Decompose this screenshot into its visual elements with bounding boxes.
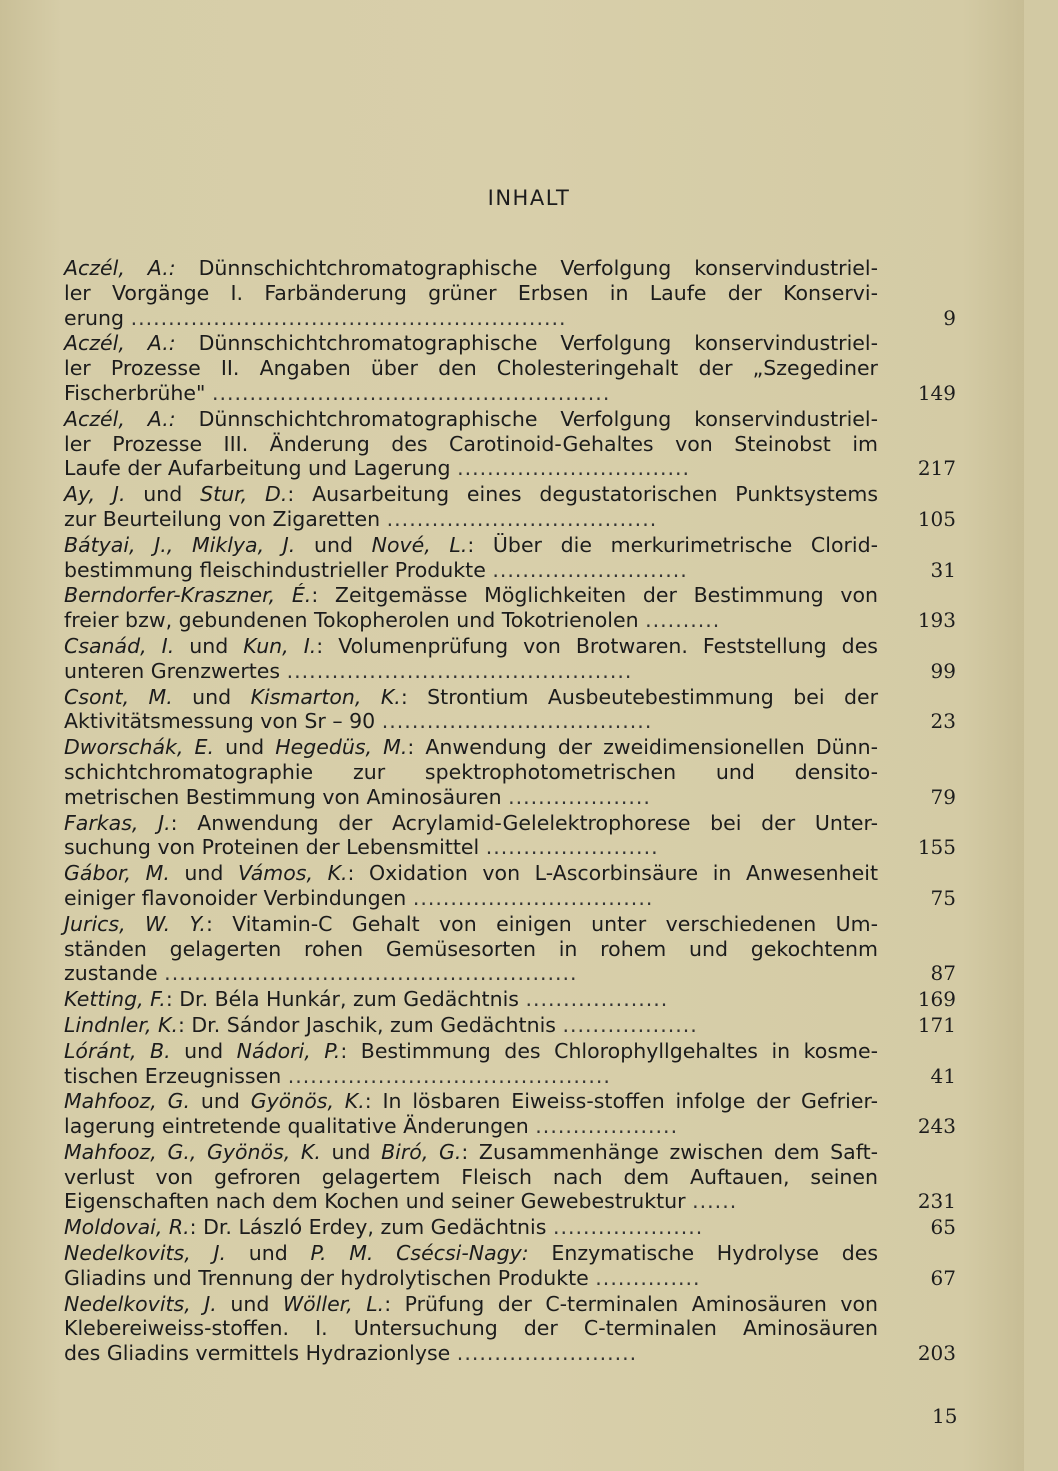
toc-entry-line xyxy=(64,1114,878,1139)
toc-entry-line xyxy=(64,608,878,633)
entry-authors: Ketting, F. xyxy=(64,987,166,1012)
entry-authors: P. M. Csécsi-Nagy: xyxy=(310,1241,529,1266)
entry-title-text: Fischerbrühe" xyxy=(64,380,212,405)
entry-title-text: zur Beurteilung von Zigaretten xyxy=(64,506,387,531)
toc-entry-line xyxy=(64,331,878,356)
entry-title-text: tischen Erzeugnissen xyxy=(64,1063,288,1088)
entry-title-text: : Dr. Béla Hunkár, zum Gedächtnis xyxy=(165,987,526,1012)
entry-authors: Gyönös, K. xyxy=(250,1089,365,1114)
entry-page-number: 105 xyxy=(917,506,956,531)
toc-entry-line xyxy=(64,1265,878,1291)
entry-title-text: bestimmung fleischindustrieller Produkte xyxy=(64,557,493,582)
entry-authors: Ay, J. xyxy=(64,482,126,507)
entry-title-text: Dünnschichtchromatographische Verfolgung konservindustriel- xyxy=(175,331,878,356)
toc-entry-line xyxy=(64,684,878,710)
toc-entry-line xyxy=(64,557,878,583)
entry-title-text: : Strontium Ausbeutebestimmung bei der xyxy=(400,684,878,709)
toc-entry-line xyxy=(64,810,879,836)
entry-title-text: des Gliadins vermittels Hydrazionlyse xyxy=(64,1341,457,1366)
entry-title-text: verlust von gefroren gelagertem Fleisch nach dem Auftauen, seinen xyxy=(64,1164,878,1189)
entry-authors: Gábor, M. xyxy=(64,861,170,886)
toc-entry-line xyxy=(64,735,878,760)
toc-entry-line xyxy=(64,1012,878,1038)
dot-leader: .......................................................... xyxy=(130,305,567,330)
toc-entry xyxy=(64,482,956,532)
toc-entry-line xyxy=(64,380,878,406)
entry-page-number: 149 xyxy=(917,380,956,405)
entry-title-text: Gliadins und Trennung der hydrolytischen Produkte xyxy=(64,1265,596,1290)
entry-authors: Nádori, P. xyxy=(236,1038,341,1063)
table-of-contents xyxy=(64,256,956,1367)
entry-title-text: : Prüfung der C-terminalen Aminosäuren von xyxy=(384,1291,878,1316)
entry-title-text: Enzymatische Hydrolyse des xyxy=(528,1241,879,1266)
toc-entry xyxy=(64,987,956,1012)
dot-leader: ...... xyxy=(692,1189,738,1214)
dot-leader: .......................... xyxy=(492,557,688,582)
entry-title-text: und xyxy=(190,1089,251,1114)
entry-authors: Stur, D. xyxy=(200,482,288,507)
dot-leader: .................. xyxy=(562,1012,698,1037)
dot-leader: .................................... xyxy=(381,709,653,734)
entry-authors: Vámos, K. xyxy=(238,861,348,886)
entry-title-text: ständen gelagerten rohen Gemüsesorten in rohem und gekochtenm xyxy=(64,936,878,961)
toc-entry-line xyxy=(64,356,878,381)
entry-title-text: und xyxy=(172,684,251,709)
toc-entry xyxy=(64,1039,956,1089)
entry-authors: Mahfooz, G., Gyönös, K. xyxy=(64,1139,321,1164)
toc-entry xyxy=(64,861,956,911)
toc-entry-line xyxy=(64,861,878,886)
entry-title-text: : Bestimmung des Chlorophyllgehaltes in kosme- xyxy=(340,1038,878,1063)
entry-authors: Lindnler, K. xyxy=(64,1012,178,1037)
entry-title-text: : Ausarbeitung eines degustatorischen Punktsystems xyxy=(287,482,879,507)
toc-entry xyxy=(64,811,956,861)
entry-title-text: suchung von Proteinen der Lebensmittel xyxy=(64,835,486,860)
entry-page-number: 193 xyxy=(917,608,956,633)
toc-entry-line xyxy=(64,1316,878,1341)
entry-title-text: lagerung eintretende qualitative Änderungen xyxy=(64,1114,536,1139)
dot-leader: ................... xyxy=(508,784,651,809)
entry-authors: Aczél, A.: xyxy=(64,331,176,356)
entry-title-text: : Vitamin-C Gehalt von einigen unter verschiedenen Um- xyxy=(205,911,878,936)
toc-entry-line xyxy=(64,936,878,962)
entry-authors: Jurics, W. Y. xyxy=(64,911,206,936)
entry-authors: Biró, G. xyxy=(381,1139,462,1164)
dot-leader: ........................ xyxy=(456,1341,638,1366)
entry-page-number: 31 xyxy=(930,557,956,582)
entry-title-text: : Volumenprüfung von Brotwaren. Feststellung des xyxy=(316,633,878,658)
dot-leader: ..................................................... xyxy=(211,380,611,405)
entry-authors: Nedelkovits, J. xyxy=(64,1241,227,1266)
toc-entry-line xyxy=(64,532,879,558)
entry-title-text: und xyxy=(214,735,276,760)
entry-page-number: 79 xyxy=(930,784,956,809)
entry-page-number: 243 xyxy=(917,1114,956,1139)
toc-entry-line xyxy=(64,256,878,281)
dot-leader: ............................... xyxy=(457,456,691,481)
entry-authors: Nedelkovits, J. xyxy=(64,1291,217,1316)
dot-leader: .......... xyxy=(645,608,721,633)
entry-page-number: 169 xyxy=(917,987,956,1012)
toc-entry-line xyxy=(64,1038,878,1064)
entry-title-text: : Dr. Sándor Jaschik, zum Gedächtnis xyxy=(177,1012,563,1037)
entry-title-text: Laufe der Aufarbeitung und Lagerung xyxy=(64,456,458,481)
entry-title-text: und xyxy=(216,1291,283,1316)
entry-authors: Mahfooz, G. xyxy=(64,1089,191,1114)
entry-authors: Csanád, I. xyxy=(64,633,175,658)
toc-entry-line xyxy=(64,1063,878,1089)
toc-entry-line xyxy=(64,658,878,684)
entry-page-number: 9 xyxy=(943,305,956,330)
dot-leader: ........................................... xyxy=(287,1063,611,1088)
dot-leader: .................... xyxy=(552,1215,704,1240)
toc-entry-line xyxy=(64,885,878,911)
toc-entry xyxy=(64,1140,956,1214)
entry-title-text: ler Prozesse II. Angaben über den Cholesteringehalt der „Szegediner xyxy=(64,356,878,381)
entry-title-text: und xyxy=(174,633,244,658)
entry-title-text: : Zusammenhänge zwischen dem Saft- xyxy=(461,1139,879,1164)
entry-title-text: einiger flavonoider Verbindungen xyxy=(64,885,413,910)
entry-page-number: 41 xyxy=(930,1063,956,1088)
toc-entry-line xyxy=(64,1189,878,1214)
entry-title-text: : Anwendung der Acrylamid-Gelelektrophorese bei der Unter- xyxy=(170,810,879,835)
entry-page-number: 65 xyxy=(930,1215,956,1240)
entry-title-text: freier bzw, gebundenen Tokopherolen und Tokotrienolen xyxy=(64,608,646,633)
toc-entry-line xyxy=(64,506,878,532)
toc-entry-line xyxy=(64,482,879,507)
entry-authors: Bátyai, J., Miklya, J. xyxy=(64,532,296,557)
toc-entry-line xyxy=(64,709,878,734)
entry-title-text: Dünnschichtchromatographische Verfolgung konservindustriel- xyxy=(175,256,878,280)
toc-entry xyxy=(64,912,956,986)
toc-entry xyxy=(64,533,956,583)
entry-authors: Dworschák, E. xyxy=(64,735,214,760)
entry-title-text: schichtchromatographie zur spektrophotometrischen und densito- xyxy=(64,759,878,784)
toc-entry-line xyxy=(64,1139,879,1165)
entry-authors: Csont, M. xyxy=(64,684,173,709)
dot-leader: .............. xyxy=(595,1265,701,1290)
entry-title-text: Eigenschaften nach dem Kochen und seiner Gewebestruktur xyxy=(64,1189,693,1214)
entry-page-number: 67 xyxy=(930,1265,956,1290)
entry-page-number: 217 xyxy=(917,456,956,481)
toc-entry xyxy=(64,1241,956,1291)
entry-title-text: und xyxy=(125,482,201,507)
entry-authors: Hegedüs, M. xyxy=(275,735,408,760)
entry-page-number: 231 xyxy=(917,1189,956,1214)
entry-authors: Nové, L. xyxy=(371,532,468,557)
toc-entry xyxy=(64,256,956,330)
entry-title-text: ler Vorgänge I. Farbänderung grüner Erbsen in Laufe der Konservi- xyxy=(64,280,878,305)
entry-page-number: 23 xyxy=(930,709,956,734)
entry-page-number: 87 xyxy=(930,961,956,986)
toc-entry xyxy=(64,634,956,684)
entry-title-text: zustande xyxy=(64,961,165,986)
dot-leader: ................... xyxy=(535,1114,679,1139)
toc-entry xyxy=(64,331,956,405)
entry-title-text: : Dr. László Erdey, zum Gedächtnis xyxy=(189,1215,553,1240)
entry-title-text: : In lösbaren Eiweiss-stoffen infolge der Gefrier- xyxy=(364,1089,878,1114)
entry-title-text: : Anwendung der zweidimensionellen Dünn- xyxy=(407,735,878,760)
dot-leader: ................... xyxy=(525,987,669,1012)
entry-title-text: und xyxy=(320,1139,382,1164)
entry-authors: Kismarton, K. xyxy=(250,684,401,709)
toc-entry xyxy=(64,1292,956,1366)
entry-title-text: metrischen Bestimmung von Aminosäuren xyxy=(64,784,509,809)
entry-title-text: Dünnschichtchromatographische Verfolgung konservindustriel- xyxy=(175,406,878,431)
toc-entry-line xyxy=(64,1341,878,1366)
entry-title-text: und xyxy=(295,532,372,557)
entry-authors: Farkas, J. xyxy=(64,810,171,835)
toc-entry xyxy=(64,735,956,809)
dot-leader: ....................................................... xyxy=(164,961,578,986)
dot-leader: .............................................. xyxy=(286,658,633,683)
entry-title-text: : Über die merkurimetrische Clorid- xyxy=(467,532,879,557)
entry-title-text: erung xyxy=(64,305,131,330)
entry-title-text: Klebereiweiss-stoffen. I. Untersuchung der C-terminalen Aminosäuren xyxy=(64,1316,878,1341)
entry-title-text: und xyxy=(169,861,239,886)
entry-authors: Aczél, A.: xyxy=(64,256,176,280)
entry-page-number: 99 xyxy=(930,658,956,683)
entry-authors: Lóránt, B. xyxy=(64,1038,171,1063)
toc-entry-line xyxy=(64,759,878,785)
toc-entry-line xyxy=(64,583,878,608)
entry-authors: Wöller, L. xyxy=(282,1291,385,1316)
toc-entry-line xyxy=(64,431,878,457)
toc-entry-line xyxy=(64,305,878,331)
page-number: 15 xyxy=(932,1404,958,1428)
entry-authors: Berndorfer-Kraszner, É. xyxy=(64,583,312,608)
entry-page-number: 75 xyxy=(930,885,956,910)
toc-entry-line xyxy=(64,1215,878,1240)
toc-entry-line xyxy=(64,1291,878,1317)
toc-entry-line xyxy=(64,280,878,306)
toc-entry-line xyxy=(64,456,878,481)
dot-leader: ....................... xyxy=(485,835,659,860)
toc-entry-line xyxy=(64,961,878,986)
page-title: INHALT xyxy=(487,186,571,210)
entry-authors: Aczél, A.: xyxy=(64,406,176,431)
toc-entry-line xyxy=(64,406,878,432)
entry-title-text: : Zeitgemässe Möglichkeiten der Bestimmung von xyxy=(311,583,878,608)
entry-title-text: und xyxy=(226,1241,311,1266)
toc-entry-line xyxy=(64,1089,878,1114)
toc-entry-line xyxy=(64,784,878,810)
toc-entry-line xyxy=(64,911,878,937)
entry-page-number: 155 xyxy=(917,835,956,860)
toc-entry-line xyxy=(64,633,878,659)
toc-entry-line xyxy=(64,1241,879,1266)
toc-entry xyxy=(64,1089,956,1139)
dot-leader: .................................... xyxy=(386,506,658,531)
toc-entry xyxy=(64,407,956,481)
entry-page-number: 203 xyxy=(917,1341,956,1366)
entry-title-text: und xyxy=(170,1038,237,1063)
entry-title-text: unteren Grenzwertes xyxy=(64,658,287,683)
toc-entry-line xyxy=(64,835,878,860)
toc-entry xyxy=(64,1215,956,1240)
entry-title-text: : Oxidation von L-Ascorbinsäure in Anwesenheit xyxy=(347,861,878,886)
entry-title-text: ler Prozesse III. Änderung des Carotinoid-Gehaltes von Steinobst im xyxy=(64,431,878,456)
toc-entry-line xyxy=(64,987,878,1012)
toc-entry xyxy=(64,1013,956,1038)
toc-entry xyxy=(64,685,956,735)
dot-leader: ................................ xyxy=(412,885,654,910)
entry-authors: Kun, I. xyxy=(243,633,317,658)
toc-entry xyxy=(64,583,956,633)
entry-title-text: Aktivitätsmessung von Sr – 90 xyxy=(64,709,382,734)
toc-entry-line xyxy=(64,1164,878,1190)
entry-page-number: 171 xyxy=(917,1012,956,1037)
entry-authors: Moldovai, R. xyxy=(64,1215,190,1240)
